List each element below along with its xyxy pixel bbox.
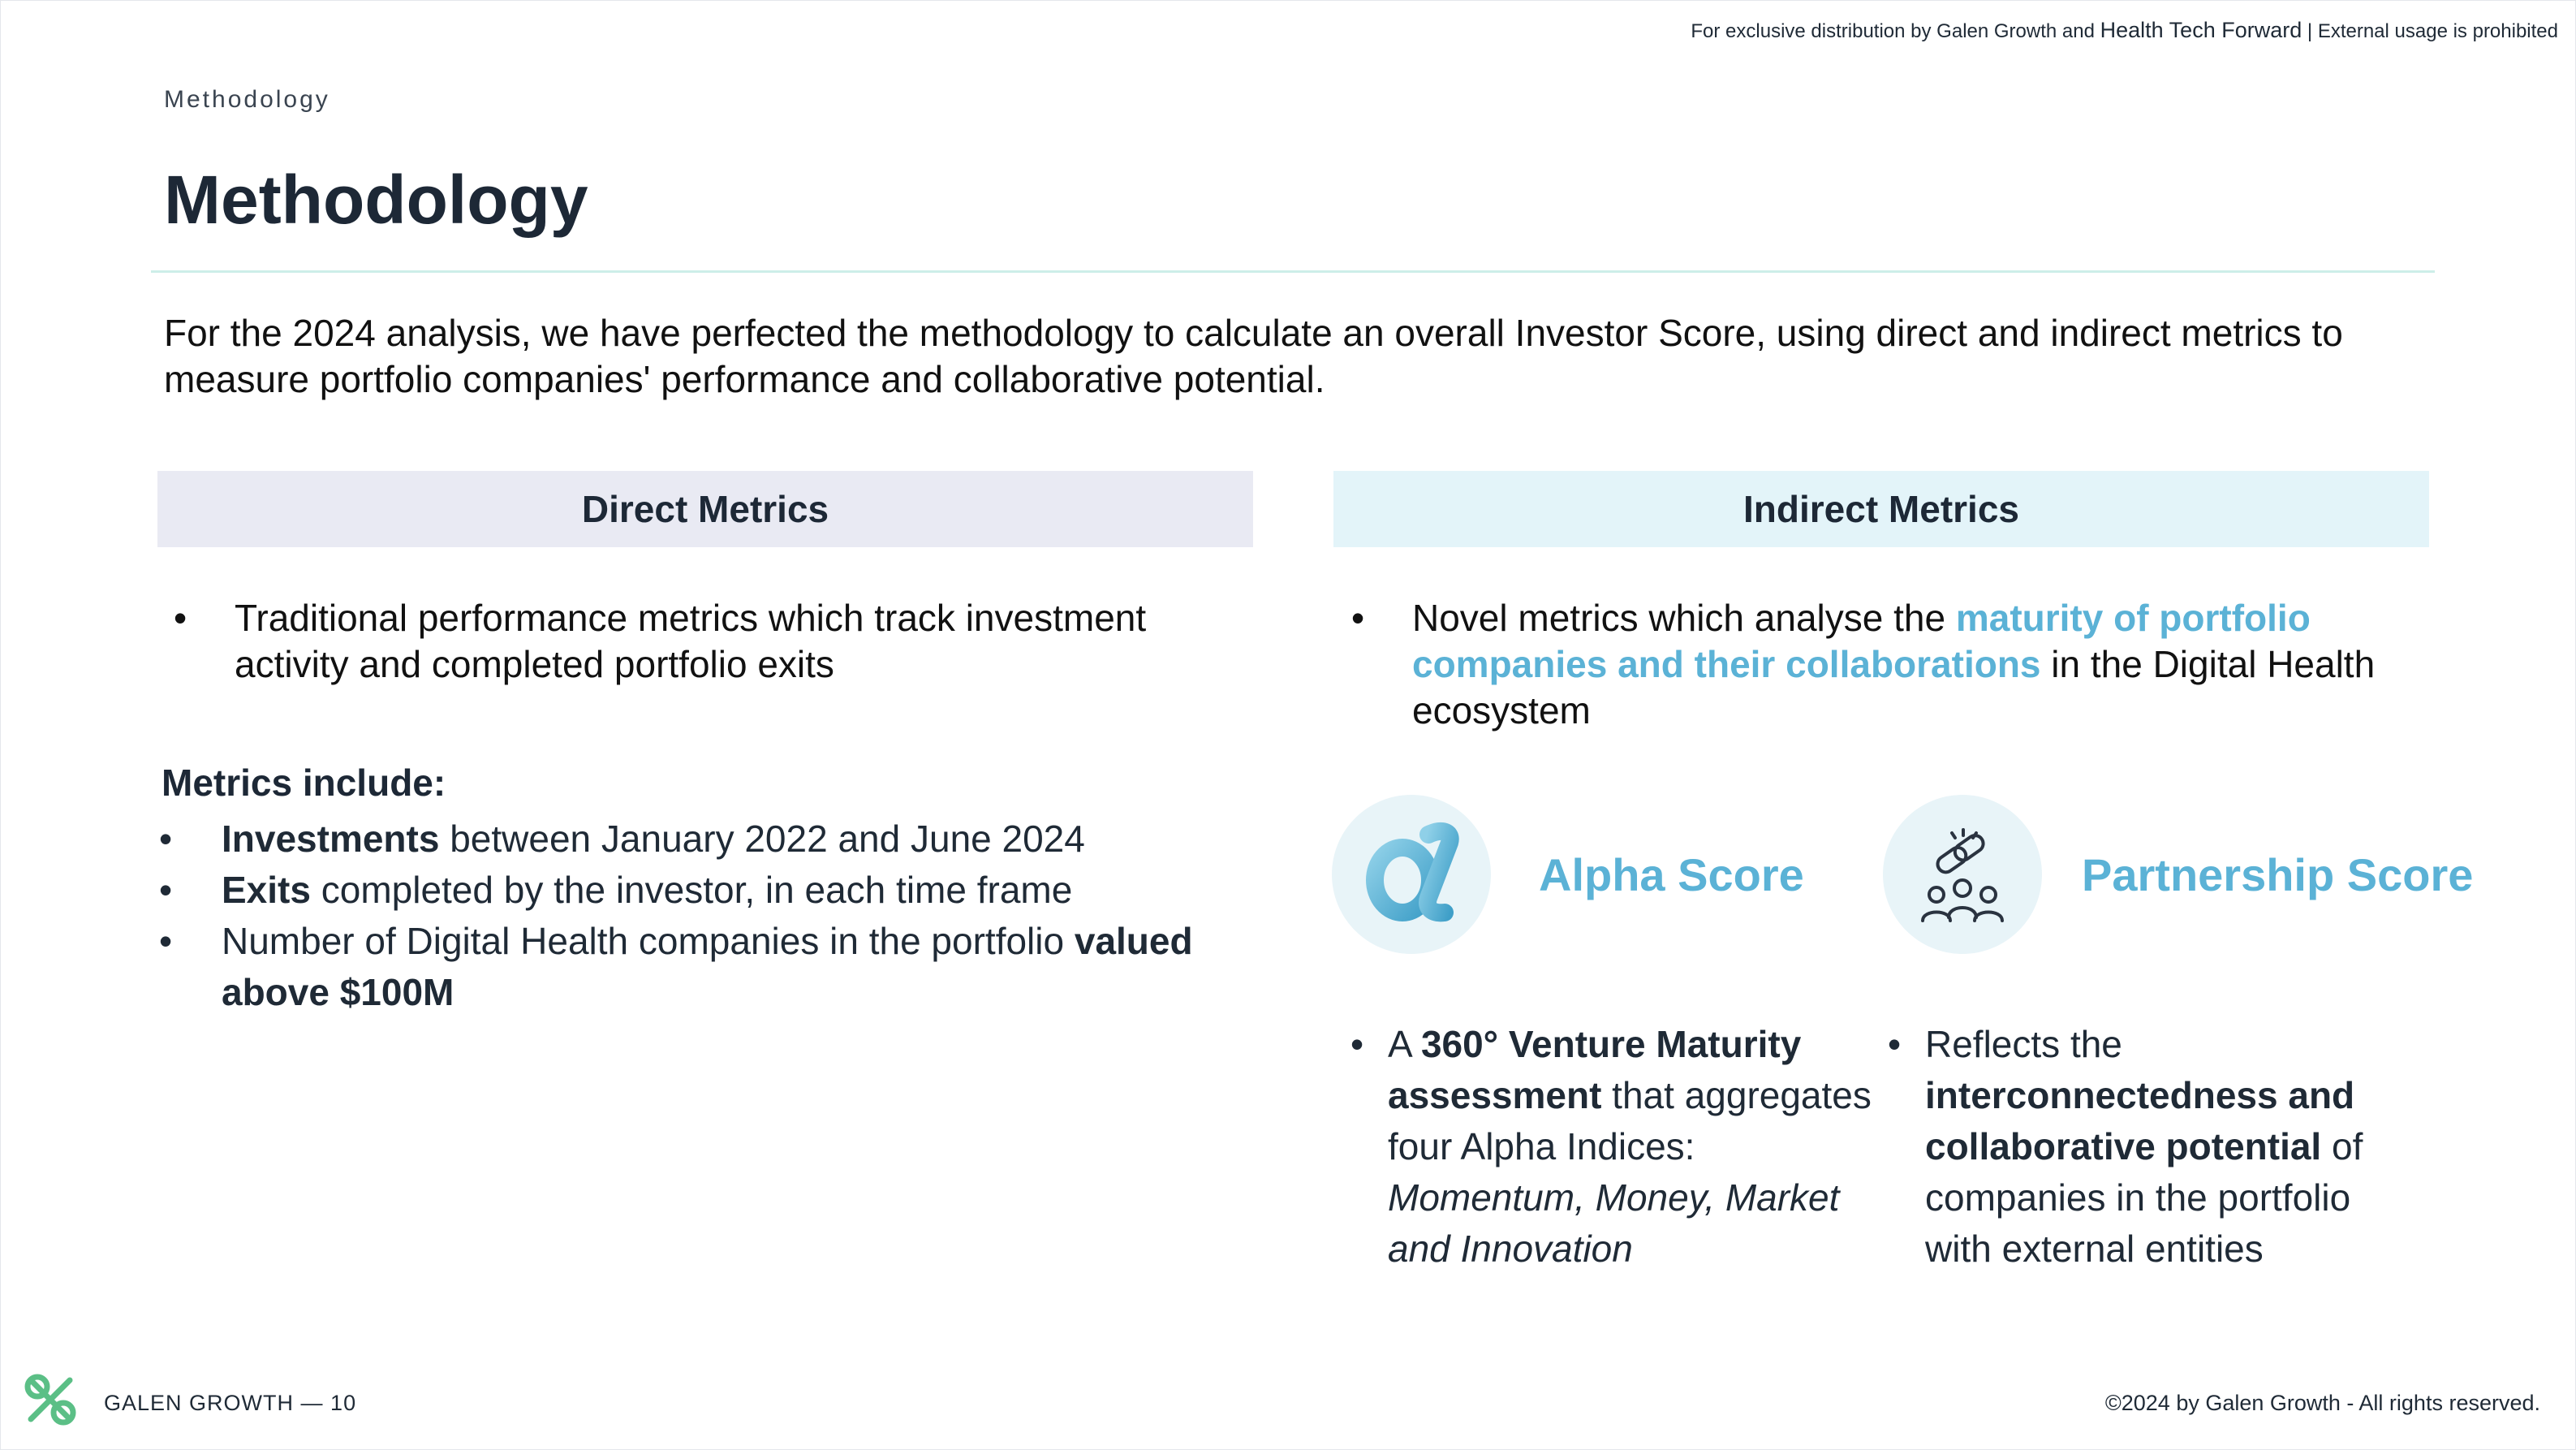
metric-exits-text: completed by the investor, in each time frame xyxy=(310,869,1073,911)
partnership-prefix: Reflects the xyxy=(1925,1023,2122,1065)
galen-growth-logo xyxy=(19,1369,81,1431)
partnership-description-text xyxy=(1925,1019,2407,1275)
notice-suffix: | External usage is prohibited xyxy=(2302,20,2558,42)
list-item xyxy=(159,865,1238,916)
partnership-score-description xyxy=(1888,1019,2407,1275)
bullet-dot: • xyxy=(1351,597,1365,639)
logo-mark-icon xyxy=(19,1369,81,1431)
indirect-description-suffix: in the Digital Health ecosystem xyxy=(1412,643,2376,731)
notice-prefix: For exclusive distribution by Galen Growth and xyxy=(1691,20,2100,42)
bullet-dot: • xyxy=(159,920,173,962)
page-title: Methodology xyxy=(164,162,588,238)
alpha-icon-graphic xyxy=(1350,813,1472,935)
title-divider xyxy=(151,270,2435,273)
metric-investments-text: between January 2022 and June 2024 xyxy=(439,818,1085,860)
indirect-metrics-header-label: Indirect Metrics xyxy=(1743,488,2019,530)
bullet-dot: • xyxy=(1888,1023,1902,1065)
metric-exits-bold: Exits xyxy=(222,869,311,911)
indirect-description-text xyxy=(1412,595,2406,734)
list-item xyxy=(159,916,1238,1018)
metrics-list xyxy=(159,813,1238,1018)
list-item xyxy=(159,813,1238,865)
direct-metrics-header-label: Direct Metrics xyxy=(581,488,829,530)
bullet-dot: • xyxy=(1350,1023,1364,1065)
partnership-icon-graphic xyxy=(1910,822,2015,927)
bullet-dot: • xyxy=(159,818,173,860)
metrics-include-title: Metrics include: xyxy=(162,762,446,804)
alpha-score-title: Alpha Score xyxy=(1539,849,1804,900)
alpha-prefix: A xyxy=(1388,1023,1421,1065)
notice-partner: Health Tech Forward xyxy=(2100,18,2302,42)
indirect-description-highlight: maturity of portfolio companies and their collaborations xyxy=(1412,597,2311,685)
alpha-score-description xyxy=(1350,1019,1878,1275)
footer-separator: — xyxy=(300,1391,324,1415)
partnership-people-icon xyxy=(1883,795,2042,954)
direct-metrics-header xyxy=(157,471,1253,547)
alpha-middle: that aggregates four Alpha Indices: xyxy=(1388,1074,1872,1167)
page-number: 10 xyxy=(330,1391,357,1415)
intro-paragraph: For the 2024 analysis, we have perfected the methodology to calculate an overall Investor Score, using direct and indirect metrics to measure portfolio companies' performance and collaborative potential. xyxy=(164,312,2343,400)
metric-valuation-bold: valued above $100M xyxy=(222,920,1193,1013)
alpha-bold: 360° Venture Maturity assessment xyxy=(1388,1023,1802,1116)
partnership-suffix: of companies in the portfolio with external entities xyxy=(1925,1125,2363,1270)
footer-brand xyxy=(104,1391,356,1416)
bullet-dot: • xyxy=(174,597,187,639)
indirect-description xyxy=(1351,595,2406,734)
partnership-bold: interconnectedness and collaborative potential xyxy=(1925,1074,2355,1167)
indirect-description-prefix: Novel metrics which analyse the xyxy=(1412,597,1956,639)
partnership-score-title: Partnership Score xyxy=(2082,849,2474,900)
bullet-dot: • xyxy=(159,869,173,911)
footer-copyright: ©2024 by Galen Growth - All rights reserved. xyxy=(2104,1391,2540,1415)
footer-brand-name: GALEN GROWTH xyxy=(104,1391,295,1415)
indirect-metrics-header xyxy=(1333,471,2429,547)
metric-investments-bold: Investments xyxy=(222,818,440,860)
breadcrumb: Methodology xyxy=(164,86,330,113)
distribution-notice xyxy=(1691,18,2558,43)
metric-valuation-text: Number of Digital Health companies in the portfolio xyxy=(222,920,1075,962)
alpha-description-text xyxy=(1388,1019,1878,1275)
alpha-icon xyxy=(1332,795,1491,954)
alpha-indices: Momentum, Money, Market and Innovation xyxy=(1388,1176,1840,1270)
direct-description xyxy=(174,595,1229,688)
direct-description-text: Traditional performance metrics which track investment activity and completed portfolio exits xyxy=(235,597,1147,685)
